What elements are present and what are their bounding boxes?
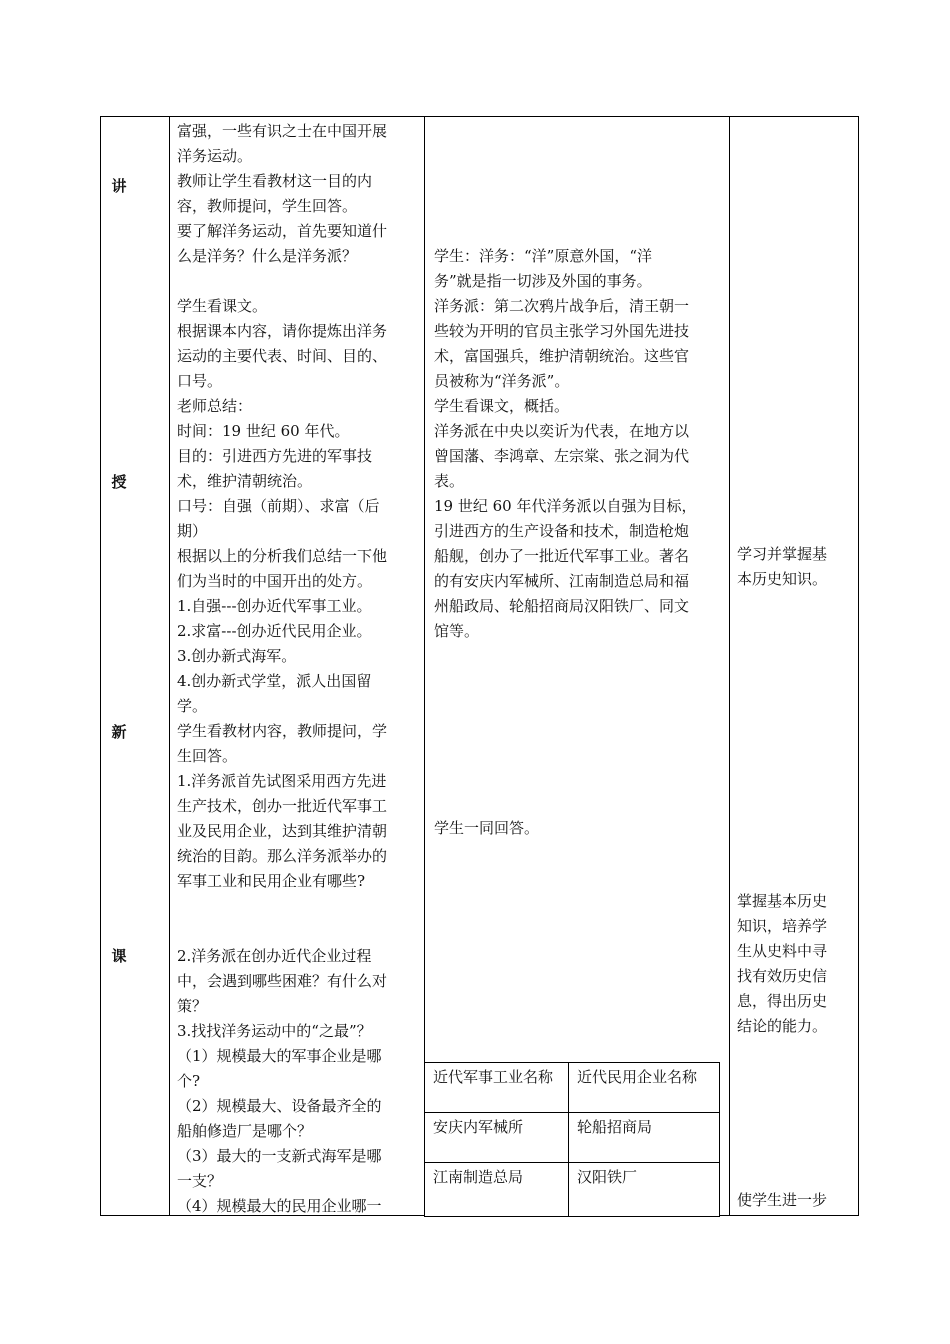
goal-text-line: 掌握基本历史 bbox=[737, 892, 828, 910]
table-row bbox=[425, 1113, 719, 1163]
column-divider bbox=[424, 117, 425, 1215]
column-divider bbox=[729, 117, 730, 1215]
student-text-line: 洋务派：第二次鸦片战争后，清王朝一 bbox=[434, 297, 690, 315]
teacher-text-line: 2.求富---创办近代民用企业。 bbox=[177, 622, 372, 640]
goal-text-line: 学习并掌握基 bbox=[737, 545, 828, 563]
teacher-text-line: （3）最大的一支新式海军是哪 bbox=[177, 1147, 382, 1165]
teacher-text-line: 口号：自强（前期）、求富（后 bbox=[177, 497, 380, 515]
teacher-text-line: （2）规模最大、设备最齐全的 bbox=[177, 1097, 382, 1115]
teacher-text-line: 船舶修造厂是哪个？ bbox=[177, 1122, 313, 1140]
enterprise-table-header bbox=[425, 1063, 719, 1113]
student-text-line: 员被称为“洋务派”。 bbox=[434, 372, 570, 390]
student-text-line: 州船政局、轮船招商局汉阳铁厂、同文 bbox=[434, 597, 690, 615]
table-cell: 江南制造总局 bbox=[433, 1168, 524, 1186]
student-text-line: 表。 bbox=[434, 472, 465, 490]
column-divider bbox=[169, 117, 170, 1215]
teacher-text-line: （1）规模最大的军事企业是哪 bbox=[177, 1047, 382, 1065]
teacher-text-line bbox=[177, 269, 419, 294]
teacher-text-line: 口号。 bbox=[177, 372, 223, 390]
goal-text-line: 找有效历史信 bbox=[737, 967, 828, 985]
teacher-text-line: 3.找找洋务运动中的“之最”？ bbox=[177, 1022, 372, 1040]
goal-text-line: 息，得出历史 bbox=[737, 992, 828, 1010]
student-text-line: 19 世纪 60 年代洋务派以自强为目标， bbox=[434, 497, 697, 515]
student-text-line: 学生：洋务：“洋”原意外国，“洋 bbox=[434, 247, 653, 265]
student-text-line: 些较为开明的官员主张学习外国先进技 bbox=[434, 322, 690, 340]
student-activity-column bbox=[434, 117, 724, 1215]
goal-text-3: 使学生进一步 bbox=[737, 1191, 828, 1209]
label-xin: 新 bbox=[111, 723, 127, 741]
student-answer-text: 学生一同回答。 bbox=[434, 819, 540, 837]
teacher-activity-column bbox=[177, 117, 419, 1215]
student-text-line: 馆等。 bbox=[434, 622, 480, 640]
table-cell: 汉阳铁厂 bbox=[577, 1168, 638, 1186]
table-cell: 安庆内军械所 bbox=[433, 1118, 524, 1136]
teacher-text-line: 期） bbox=[177, 522, 208, 540]
teacher-text-line: 根据课本内容，请你提炼出洋务 bbox=[177, 322, 388, 340]
teacher-text-line bbox=[177, 894, 419, 919]
teacher-text-line: 策？ bbox=[177, 997, 208, 1015]
teacher-text-line: （4）规模最大的民用企业哪一 bbox=[177, 1197, 382, 1215]
teacher-text-line: 生产技术，创办一批近代军事工 bbox=[177, 797, 388, 815]
teacher-text-line: 要了解洋务运动，首先要知道什 bbox=[177, 222, 388, 240]
student-text-line: 术，富国强兵，维护清朝统治。这些官 bbox=[434, 347, 690, 365]
goal-text-line: 结论的能力。 bbox=[737, 1017, 828, 1035]
label-shou: 授 bbox=[111, 473, 127, 491]
teacher-text-line: 学。 bbox=[177, 697, 208, 715]
teacher-text-line: 1.自强---创办近代军事工业。 bbox=[177, 597, 372, 615]
row-label-column bbox=[101, 117, 169, 1215]
teacher-text-line: 们为当时的中国开出的处方。 bbox=[177, 572, 373, 590]
label-ke: 课 bbox=[111, 947, 127, 965]
header-military: 近代军事工业名称 bbox=[433, 1068, 554, 1086]
teacher-text-line: 么是洋务？什么是洋务派？ bbox=[177, 247, 358, 265]
table-cell: 轮船招商局 bbox=[577, 1118, 653, 1136]
teacher-text-line: 根据以上的分析我们总结一下他 bbox=[177, 547, 388, 565]
student-text-line: 引进西方的生产设备和技术，制造枪炮 bbox=[434, 522, 690, 540]
teacher-text-line: 统治的目韵。那么洋务派举办的 bbox=[177, 847, 388, 865]
table-row bbox=[425, 1163, 719, 1216]
teacher-text-line: 个? bbox=[177, 1072, 201, 1090]
teacher-text-line: 运动的主要代表、时间、目的、 bbox=[177, 347, 388, 365]
teacher-text-line: 一支？ bbox=[177, 1172, 223, 1190]
teacher-text-line: 军事工业和民用企业有哪些? bbox=[177, 872, 366, 890]
student-text-line: 船舰，创办了一批近代军事工业。著名 bbox=[434, 547, 690, 565]
teacher-text-line: 2.洋务派在创办近代企业过程 bbox=[177, 947, 372, 965]
enterprise-table bbox=[424, 1062, 720, 1217]
student-text-line: 的有安庆内军械所、江南制造总局和福 bbox=[434, 572, 690, 590]
teacher-text-line: 学生看课文。 bbox=[177, 297, 268, 315]
teacher-text-line: 目的：引进西方先进的军事技 bbox=[177, 447, 373, 465]
student-text-line: 务”就是指一切涉及外国的事务。 bbox=[434, 272, 652, 290]
teacher-text-line: 洋务运动。 bbox=[177, 147, 253, 165]
student-text-line: 曾国藩、李鸿章、左宗棠、张之洞为代 bbox=[434, 447, 690, 465]
teacher-text-line: 3.创办新式海军。 bbox=[177, 647, 297, 665]
teacher-text-line: 4.创办新式学堂，派人出国留 bbox=[177, 672, 372, 690]
teacher-text-line: 教师让学生看教材这一目的内 bbox=[177, 172, 373, 190]
teacher-text-line: 学生看教材内容，教师提问，学 bbox=[177, 722, 388, 740]
goal-column bbox=[737, 117, 853, 1215]
teacher-text-line: 生回答。 bbox=[177, 747, 238, 765]
student-text-line: 洋务派在中央以奕䜣为代表，在地方以 bbox=[434, 422, 690, 440]
teacher-text-line: 老师总结： bbox=[177, 397, 253, 415]
teacher-text-line: 时间：19 世纪 60 年代。 bbox=[177, 422, 350, 440]
teacher-text-line: 中，会遇到哪些困难？有什么对 bbox=[177, 972, 388, 990]
teacher-text-line bbox=[177, 919, 419, 944]
student-text-line: 学生看课文，概括。 bbox=[434, 397, 570, 415]
header-civil: 近代民用企业名称 bbox=[577, 1068, 698, 1086]
teacher-text-line: 业及民用企业，达到其维护清朝 bbox=[177, 822, 388, 840]
teacher-text-line: 容，教师提问，学生回答。 bbox=[177, 197, 358, 215]
goal-text-line: 本历史知识。 bbox=[737, 570, 828, 588]
goal-text-line: 生从史料中寻 bbox=[737, 942, 828, 960]
goal-text-line: 知识，培养学 bbox=[737, 917, 828, 935]
label-jiang: 讲 bbox=[111, 177, 127, 195]
lesson-plan-table bbox=[100, 116, 859, 1216]
teacher-text-line: 1.洋务派首先试图采用西方先进 bbox=[177, 772, 387, 790]
teacher-text-line: 富强，一些有识之士在中国开展 bbox=[177, 122, 388, 140]
teacher-text-line: 术，维护清朝统治。 bbox=[177, 472, 313, 490]
